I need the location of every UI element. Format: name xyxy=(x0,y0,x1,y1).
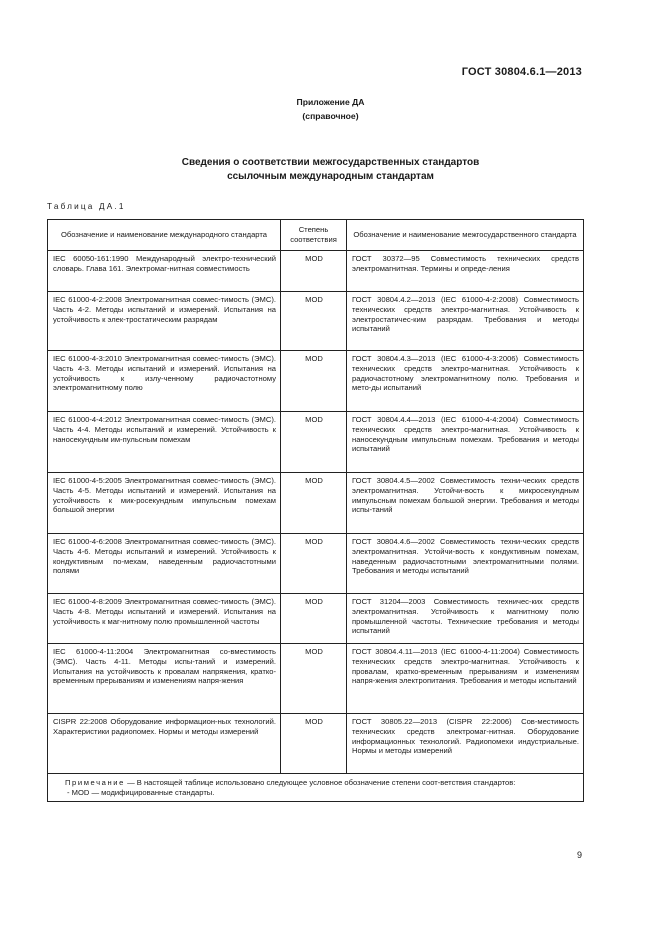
cell-degree: MOD xyxy=(281,473,347,534)
page-number: 9 xyxy=(576,850,582,860)
cell-interstate-standard: ГОСТ 30804.4.3—2013 (IEC 61000-4-3:2006) Совместимость технических средств электро-магнитная. Устойчивость к радиочастотному электромагнитному полю. Требования и мето-ды испытаний xyxy=(347,351,584,412)
cell-interstate-standard: ГОСТ 30804.4.11—2013 (IEC 61000-4-11:2004) Совместимость технических средств электро-магнитная. Устойчивость к провалам, кратко-временным прерываниям и изменениям напря-жения электропитания. Требования и методы испытаний xyxy=(347,644,584,714)
table-note xyxy=(48,774,584,802)
cell-interstate-standard: ГОСТ 30804.4.2—2013 (IEC 61000-4-2:2008) Совместимость технических средств электро-магнитная. Устойчивость к электростатичес-ким разрядам. Требования и методы испытаний xyxy=(347,292,584,351)
section-heading xyxy=(0,156,661,184)
cell-interstate-standard: ГОСТ 30372—95 Совместимость технических средств электромагнитная. Термины и опреде-ления xyxy=(347,251,584,292)
section-heading-line-2: ссылочным международным стандартам xyxy=(227,171,434,182)
table-row xyxy=(48,534,584,594)
cell-international-standard: IEC 61000-4-2:2008 Электромагнитная совмес-тимость (ЭМС). Часть 4-2. Методы испытаний и измерений. Испытания на устойчивость к элек-тростатическим разрядам xyxy=(48,292,281,351)
appendix-title: Приложение ДА xyxy=(296,97,365,107)
table-note-row xyxy=(48,774,584,802)
table-row xyxy=(48,473,584,534)
cell-international-standard: IEC 61000-4-3:2010 Электромагнитная совмес-тимость (ЭМС). Часть 4-3. Методы испытаний и измерений. Испытания на устойчивость к излу-ченному радиочастотному электромагнитному полю xyxy=(48,351,281,412)
appendix-block xyxy=(0,95,661,123)
table-row xyxy=(48,594,584,644)
cell-degree: MOD xyxy=(281,351,347,412)
cell-interstate-standard: ГОСТ 30804.4.4—2013 (IEC 61000-4-4:2004) Совместимость технических средств электро-магнитная. Устойчивость к наносекундным импульсным помехам. Требования и методы испытаний xyxy=(347,412,584,473)
table-header-row xyxy=(48,220,584,251)
table-row xyxy=(48,412,584,473)
table-row xyxy=(48,292,584,351)
cell-degree: MOD xyxy=(281,714,347,774)
standards-table xyxy=(47,219,584,802)
cell-degree: MOD xyxy=(281,594,347,644)
cell-international-standard: IEC 61000-4-11:2004 Электромагнитная со-вместимость (ЭМС). Часть 4-11. Методы испы-таний и измерений. Испытания на устойчивость к провалам напряжения, кратко-временным прерываниям и изменениям напря-жения xyxy=(48,644,281,714)
cell-interstate-standard: ГОСТ 30804.4.5—2002 Совместимость техни-ческих средств электромагнитная. Устойчи-вость к микросекундным импульсным помехам большой энергии. Требования и методы испы-таний xyxy=(347,473,584,534)
cell-international-standard: IEC 61000-4-6:2008 Электромагнитная совмес-тимость (ЭМС). Часть 4-6. Методы испытаний и измерений. Устойчивость к кондуктивным по-мехам, наведенным радиочастотными полями xyxy=(48,534,281,594)
cell-degree: MOD xyxy=(281,412,347,473)
cell-degree: MOD xyxy=(281,644,347,714)
table-row xyxy=(48,644,584,714)
cell-international-standard: IEC 61000-4-5:2005 Электромагнитная совмес-тимость (ЭМС). Часть 4-5. Методы испытаний и измерений. Испытания на устойчивость к мик-росекундным импульсным помехам большой энергии xyxy=(48,473,281,534)
cell-interstate-standard: ГОСТ 30805.22—2013 (CISPR 22:2006) Сов-местимость технических средств электромаг-нитная. Оборудование информационных технологий. Радиопомехи индустриальные. Нормы и методы измерений xyxy=(347,714,584,774)
cell-international-standard: IEC 60050-161:1990 Международный электро-технический словарь. Глава 161. Электромаг-нитная совместимость xyxy=(48,251,281,292)
cell-degree: MOD xyxy=(281,292,347,351)
table-label: Таблица ДА.1 xyxy=(47,202,126,211)
column-header-degree: Степень соответствия xyxy=(281,220,347,251)
table-row xyxy=(48,714,584,774)
note-title: Примечание xyxy=(65,778,125,787)
cell-interstate-standard: ГОСТ 30804.4.6—2002 Совместимость техни-ческих средств электромагнитная. Устойчи-вость к кондуктивным помехам, наведенным радиочастотными электромагнитными полями. Требования и методы испытаний xyxy=(347,534,584,594)
cell-degree: MOD xyxy=(281,534,347,594)
appendix-subtitle: (справочное) xyxy=(302,111,359,121)
section-heading-line-1: Сведения о соответствии межгосударственных стандартов xyxy=(181,157,480,168)
column-header-interstate: Обозначение и наименование межгосударственного стандарта xyxy=(347,220,584,251)
column-header-international: Обозначение и наименование международного стандарта xyxy=(48,220,281,251)
cell-international-standard: CISPR 22:2008 Оборудование информацион-ных технологий. Характеристики радиопомех. Нормы и методы измерений xyxy=(48,714,281,774)
table-row xyxy=(48,251,584,292)
cell-degree: MOD xyxy=(281,251,347,292)
cell-interstate-standard: ГОСТ 31204—2003 Совместимость техничес-ких средств электромагнитная. Устойчивость к магнитному полю промышленной частоты. Технические требования и методы испытаний xyxy=(347,594,584,644)
document-code: ГОСТ 30804.6.1—2013 xyxy=(461,66,582,78)
cell-international-standard: IEC 61000-4-4:2012 Электромагнитная совмес-тимость (ЭМС). Часть 4-4. Методы испытаний и измерений. Устойчивость к наносекундным им-пульсным помехам xyxy=(48,412,281,473)
note-text: — В настоящей таблице использовано следующее условное обозначение степени соот-ветствия стандартов: xyxy=(127,778,516,787)
note-item: - MOD — модифицированные стандарты. xyxy=(67,787,215,797)
table-row xyxy=(48,351,584,412)
cell-international-standard: IEC 61000-4-8:2009 Электромагнитная совмес-тимость (ЭМС). Часть 4-8. Методы испытаний и измерений. Испытания на устойчивость к маг-нитному полю промышленной частоты xyxy=(48,594,281,644)
